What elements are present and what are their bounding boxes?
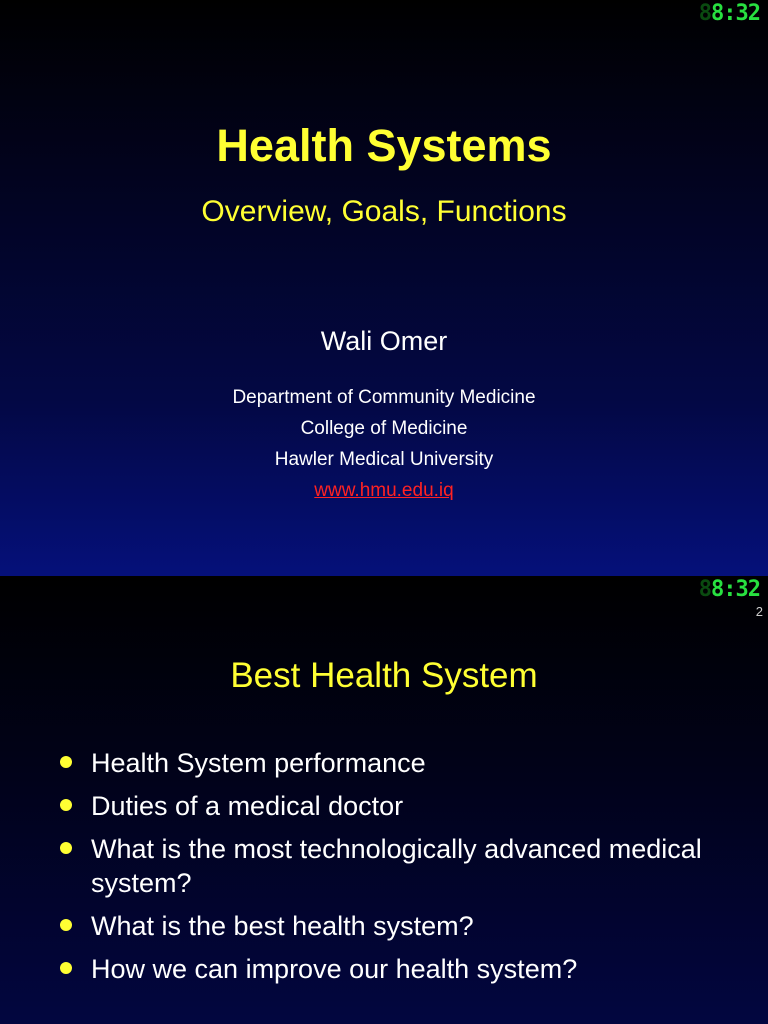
bullet-text: Health System performance bbox=[91, 748, 426, 778]
bullet-text: How we can improve our health system? bbox=[91, 954, 578, 984]
slide-title: Best Health System bbox=[230, 656, 538, 695]
clock-dim-digit: 8 bbox=[698, 1, 712, 26]
bullet-text: Duties of a medical doctor bbox=[91, 791, 404, 821]
page-number: 2 bbox=[755, 604, 763, 619]
slide-clock bbox=[699, 3, 760, 25]
content-slide bbox=[0, 576, 768, 1024]
slide-clock bbox=[699, 579, 760, 601]
author-name: Wali Omer bbox=[320, 326, 448, 356]
slide-subtitle: Overview, Goals, Functions bbox=[201, 195, 567, 228]
bullet-dot-icon bbox=[60, 756, 72, 768]
bullet-dot-icon bbox=[60, 962, 72, 974]
affiliation-college: College of Medicine bbox=[300, 418, 468, 439]
clock-time: 8:32 bbox=[711, 1, 760, 26]
bullet-dot-icon bbox=[60, 919, 72, 931]
bullet-item bbox=[60, 909, 748, 943]
website-link-container bbox=[0, 480, 768, 502]
bullet-dot-icon bbox=[60, 799, 72, 811]
bullet-item bbox=[60, 832, 748, 900]
bullet-item bbox=[60, 789, 748, 823]
bullet-list bbox=[60, 746, 748, 995]
slide-title: Health Systems bbox=[216, 120, 552, 171]
website-link[interactable]: www.hmu.edu.iq bbox=[314, 480, 454, 501]
affiliation-department: Department of Community Medicine bbox=[232, 387, 536, 408]
bullet-dot-icon bbox=[60, 842, 72, 854]
bullet-text: What is the best health system? bbox=[91, 911, 474, 941]
bullet-text: What is the most technologically advanced medical system? bbox=[91, 834, 702, 898]
bullet-item bbox=[60, 746, 748, 780]
bullet-item bbox=[60, 952, 748, 986]
clock-dim-digit: 8 bbox=[698, 577, 712, 602]
affiliation-university: Hawler Medical University bbox=[274, 449, 494, 470]
clock-time: 8:32 bbox=[711, 577, 760, 602]
